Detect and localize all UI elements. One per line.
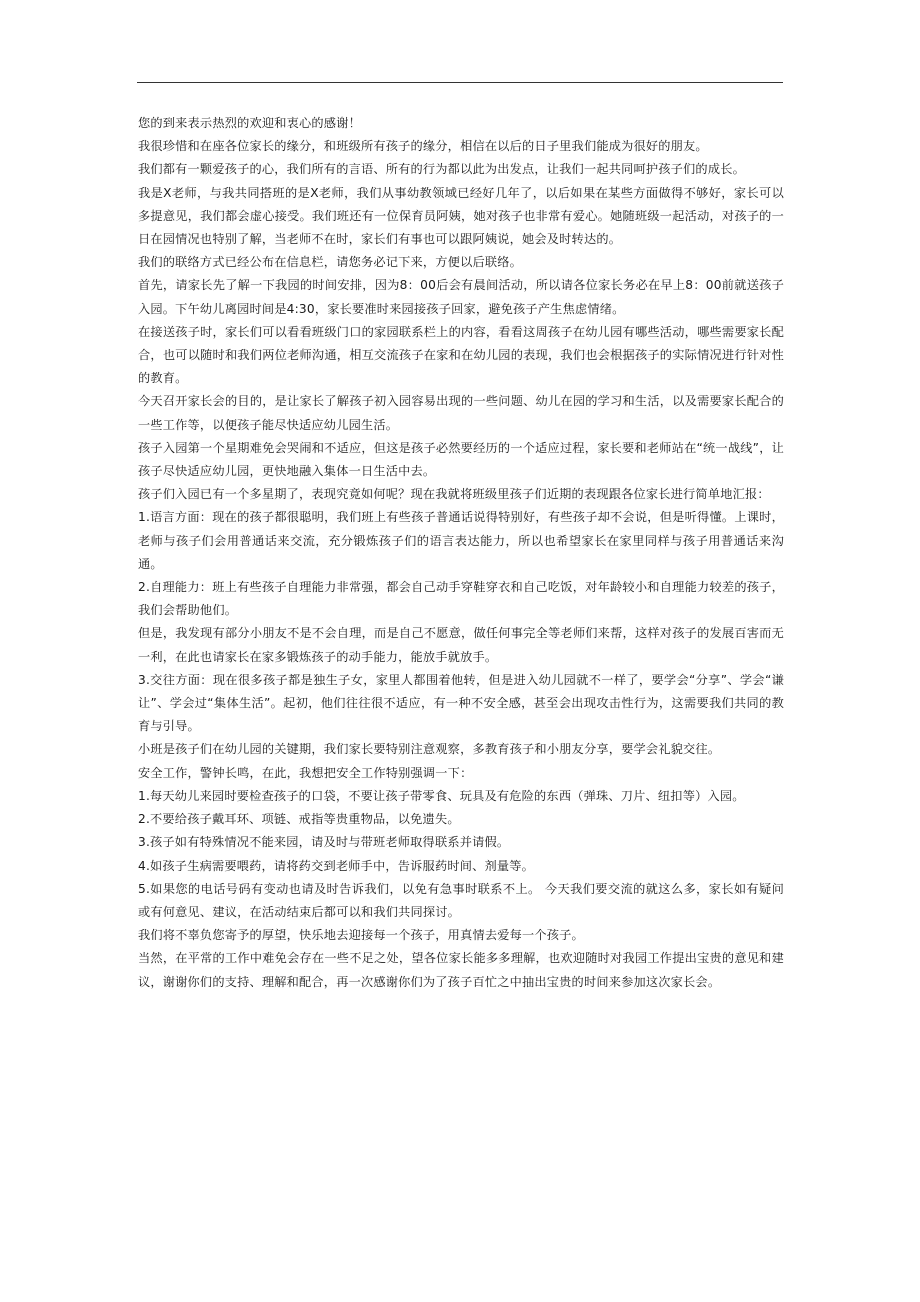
paragraph-contact-info: 我们的联络方式已经公布在信息栏，请您务必记下来，方便以后联络。 — [138, 255, 523, 270]
paragraph-self-care: 2.自理能力：班上有些孩子自理能力非常强，都会自己动手穿鞋穿衣和自己吃饭，对年龄较小和自理能力较差的孩子，我们会帮助他们。 — [138, 580, 784, 618]
paragraph-safety-1: 1.每天幼儿来园时要检查孩子的口袋，不要让孩子带零食、玩具及有危险的东西（弹珠、刀片、纽扣等）入园。 — [138, 788, 745, 803]
paragraph-safety-intro: 安全工作，警钟长鸣，在此，我想把安全工作特别强调一下： — [138, 765, 473, 780]
paragraph-pickup-communication: 在接送孩子时，家长们可以看看班级门口的家园联系栏上的内容，看看这周孩子在幼儿园有哪些活动，哪些需要家长配合，也可以随时和我们两位老师沟通，相互交流孩子在家和在幼儿园的表现，我们也会根据孩子的实际情况进行针对性的教育。 — [138, 324, 784, 386]
paragraph-schedule: 首先，请家长先了解一下我园的时间安排，因为8：00后会有晨间活动，所以请各位家长务必在早上8：00前就送孩子入园。下午幼儿离园时间是4:30，家长要准时来园接孩子回家，避免孩子产生焦虑情绪。 — [138, 278, 784, 316]
header-divider — [137, 82, 783, 83]
paragraph-critical-period: 小班是孩子们在幼儿园的关键期，我们家长要特别注意观察，多教育孩子和小朋友分享，要学会礼貌交往。 — [138, 742, 721, 757]
paragraph-commitment: 我们将不辜负您寄予的厚望，快乐地去迎接每一个孩子，用真情去爱每一个孩子。 — [138, 928, 584, 943]
paragraph-shared-heart: 我们都有一颗爱孩子的心，我们所有的言语、所有的行为都以此为出发点，让我们一起共同呵护孩子们的成长。 — [138, 162, 745, 177]
paragraph-safety-4: 4.如孩子生病需要喂药，请将药交到老师手中，告诉服药时间、剂量等。 — [138, 858, 535, 873]
paragraph-meeting-purpose: 今天召开家长会的目的，是让家长了解孩子初入园容易出现的一些问题、幼儿在园的学习和生活，以及需要家长配合的一些工作等，以便孩子能尽快适应幼儿园生活。 — [138, 394, 784, 432]
paragraph-safety-3: 3.孩子如有特殊情况不能来园，请及时与带班老师取得联系并请假。 — [138, 835, 510, 850]
paragraph-welcome: 您的到来表示热烈的欢迎和衷心的感谢！ — [138, 116, 361, 130]
paragraph-closing: 当然，在平常的工作中难免会存在一些不足之处，望各位家长能多多理解，也欢迎随时对我园工作提出宝贵的意见和建议，谢谢你们的支持、理解和配合，再一次感谢你们为了孩子百忙之中抽出宝贵的时间来参加这次家长会。 — [138, 951, 784, 989]
document-body — [138, 112, 784, 994]
paragraph-safety-5: 5.如果您的电话号码有变动也请及时告诉我们，以免有急事时联系不上。 今天我们要交流的就这么多，家长如有疑问或有何意见、建议，在活动结束后都可以和我们共同探讨。 — [138, 881, 784, 919]
paragraph-adaptation: 孩子入园第一个星期难免会哭闹和不适应，但这是孩子必然要经历的一个适应过程，家长要和老师站在“统一战线”，让孩子尽快适应幼儿园，更快地融入集体一日生活中去。 — [138, 440, 784, 479]
paragraph-report-intro: 孩子们入园已有一个多星期了，表现究竟如何呢？现在我就将班级里孩子们近期的表现跟各位家长进行简单地汇报： — [138, 487, 770, 502]
paragraph-self-care-note: 但是，我发现有部分小朋友不是不会自理，而是自己不愿意，做任何事完全等老师们来帮，这样对孩子的发展百害而无一利，在此也请家长在家多锻炼孩子的动手能力，能放手就放手。 — [138, 626, 784, 664]
paragraph-language: 1.语言方面：现在的孩子都很聪明，我们班上有些孩子普通话说得特别好，有些孩子却不会说，但是听得懂。上课时，老师与孩子们会用普通话来交流，充分锻炼孩子们的语言表达能力，所以也希望家长在家里同样与孩子用普通话来沟通。 — [138, 510, 784, 571]
paragraph-teacher-intro: 我是X老师，与我共同搭班的是X老师，我们从事幼教领域已经好几年了，以后如果在某些方面做得不够好，家长可以多提意见，我们都会虚心接受。我们班还有一位保育员阿姨，她对孩子也非常有爱心。她随班级一起活动，对孩子的一日在园情况也特别了解，当老师不在时，家长们有事也可以跟阿姨说，她会及时转达的。 — [138, 185, 784, 247]
paragraph-social: 3.交往方面：现在很多孩子都是独生子女，家里人都围着他转，但是进入幼儿园就不一样了，要学会“分享”、学会“谦让”、学会过“集体生活”。起初，他们往往很不适应，有一种不安全感，甚至会出现攻击性行为，这需要我们共同的教育与引导。 — [138, 672, 784, 734]
paragraph-safety-2: 2.不要给孩子戴耳环、项链、戒指等贵重物品，以免遗失。 — [138, 812, 460, 827]
paragraph-friendship: 我很珍惜和在座各位家长的缘分，和班级所有孩子的缘分，相信在以后的日子里我们能成为很好的朋友。 — [138, 139, 708, 154]
